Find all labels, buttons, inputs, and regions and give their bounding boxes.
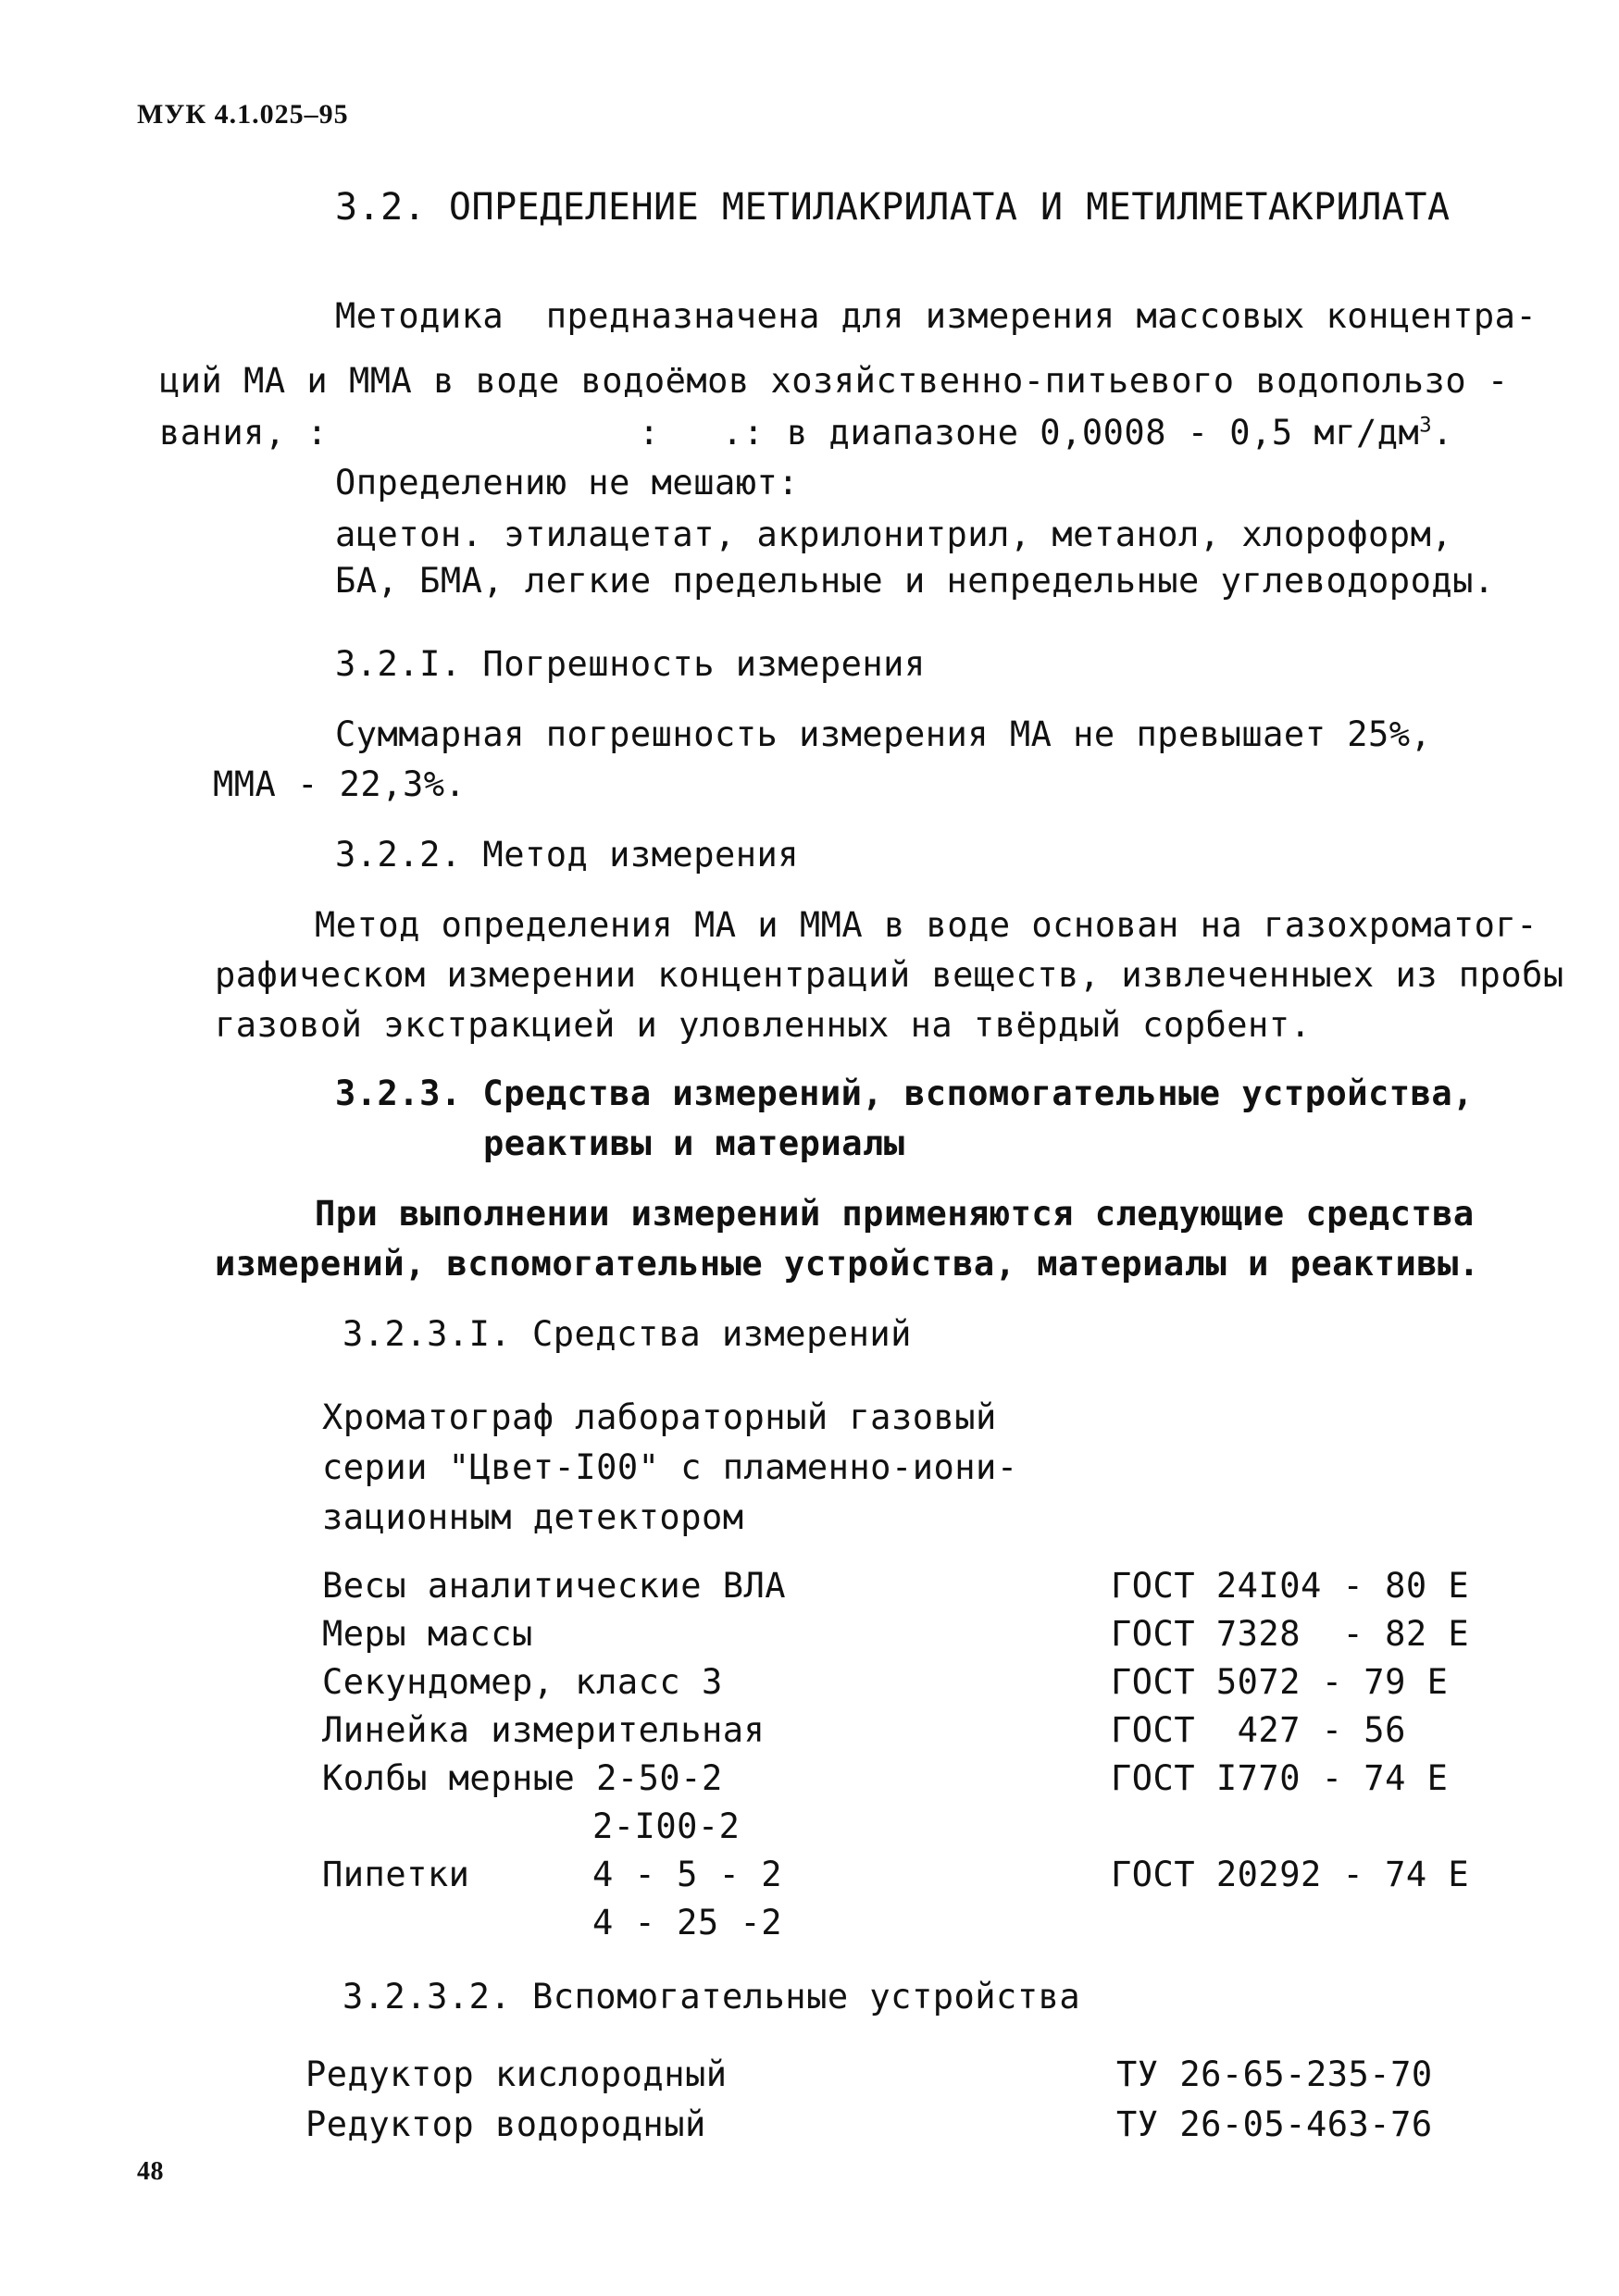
method-line-3: газовой экстракцией и уловленных на твёрдый сорбент. xyxy=(215,1005,1312,1045)
instrument-item-stopwatch: Секундомер, класс 3 xyxy=(322,1662,723,1702)
intro-line-3-mark-2: .: xyxy=(722,413,765,453)
chromatograph-line-1: Хроматограф лабораторный газовый xyxy=(322,1397,997,1437)
error-line-1: Суммарная погрешность измерения МА не превышает 25%, xyxy=(335,714,1432,754)
means-heading-line-2: реактивы и материалы xyxy=(483,1123,905,1163)
instrument-item-flasks: Колбы мерные 2-50-2 xyxy=(322,1758,723,1798)
auxiliary-std-oxygen: ТУ 26-65-235-70 xyxy=(1116,2054,1433,2094)
intro-line-3-range xyxy=(787,413,1453,453)
instrument-std-pipettes: ГОСТ 20292 - 74 Е xyxy=(1111,1855,1470,1894)
method-line-1: Метод определения МА и ММА в воде основан на газохроматог- xyxy=(315,905,1538,945)
instruments-heading: 3.2.3.I. Средства измерений xyxy=(342,1314,912,1354)
auxiliary-item-hydrogen: Редуктор водородный xyxy=(305,2104,706,2144)
instrument-item-weights: Меры массы xyxy=(322,1614,533,1654)
intro-line-3-mark-1: : xyxy=(639,413,660,453)
chromatograph-line-3: зационным детектором xyxy=(322,1497,744,1537)
means-line-2: измерений, вспомогательные устройства, материалы и реактивы. xyxy=(215,1244,1480,1284)
intro-line-3-start: вания, : xyxy=(159,413,329,453)
no-interference-line-1: Определению не мешают: xyxy=(335,463,800,503)
section-title: 3.2. ОПРЕДЕЛЕНИЕ МЕТИЛАКРИЛАТА И МЕТИЛМЕТАКРИЛАТА xyxy=(335,186,1451,229)
instrument-std-ruler: ГОСТ 427 - 56 xyxy=(1111,1710,1406,1750)
instrument-item-ruler: Линейка измерительная xyxy=(322,1710,766,1750)
intro-range-end: . xyxy=(1432,413,1453,453)
error-heading: 3.2.I. Погрешность измерения xyxy=(335,644,926,684)
intro-range-text: в диапазоне 0,0008 - 0,5 мг/дм xyxy=(787,413,1420,453)
means-line-1: При выполнении измерений применяются следующие средства xyxy=(315,1194,1475,1234)
means-heading-line-1: 3.2.3. Средства измерений, вспомогательные устройства, xyxy=(335,1074,1474,1113)
instrument-sub-pipettes-1: 4 - 5 - 2 xyxy=(592,1855,782,1894)
intro-range-exponent: 3 xyxy=(1419,413,1433,438)
instrument-item-pipettes: Пипетки xyxy=(322,1855,470,1894)
intro-line-1: Методика предназначена для измерения массовых концентра- xyxy=(335,296,1538,336)
auxiliary-item-oxygen: Редуктор кислородный xyxy=(305,2054,728,2094)
instrument-item-scales: Весы аналитические ВЛА xyxy=(322,1566,787,1606)
method-line-2: рафическом измерении концентраций веществ, извлеченныех из пробы xyxy=(215,955,1564,995)
no-interference-line-2: ацетон. этилацетат, акрилонитрил, метанол, хлороформ, xyxy=(335,515,1453,554)
method-heading: 3.2.2. Метод измерения xyxy=(335,835,800,875)
error-line-2: ММА - 22,3%. xyxy=(213,764,467,804)
page-number: 48 xyxy=(137,2157,164,2186)
document-code: МУК 4.1.025–95 xyxy=(137,99,349,130)
chromatograph-line-2: серии "Цвет-I00" с пламенно-иони- xyxy=(322,1447,1018,1487)
instrument-sub-pipettes-2: 4 - 25 -2 xyxy=(592,1903,782,1942)
instrument-std-flasks: ГОСТ I770 - 74 Е xyxy=(1111,1758,1449,1798)
instrument-std-weights: ГОСТ 7328 - 82 Е xyxy=(1111,1614,1470,1654)
auxiliary-std-hydrogen: ТУ 26-05-463-76 xyxy=(1116,2104,1433,2144)
no-interference-line-3: БА, БМА, легкие предельные и непредельные углеводороды. xyxy=(335,561,1495,601)
instrument-std-scales: ГОСТ 24I04 - 80 Е xyxy=(1111,1566,1470,1606)
intro-line-2: ций МА и ММА в воде водоёмов хозяйственно-питьевого водопользо - xyxy=(159,361,1509,401)
instrument-item-flasks-2: 2-I00-2 xyxy=(592,1806,741,1846)
instrument-std-stopwatch: ГОСТ 5072 - 79 Е xyxy=(1111,1662,1449,1702)
auxiliary-heading: 3.2.3.2. Вспомогательные устройства xyxy=(342,1977,1081,2017)
